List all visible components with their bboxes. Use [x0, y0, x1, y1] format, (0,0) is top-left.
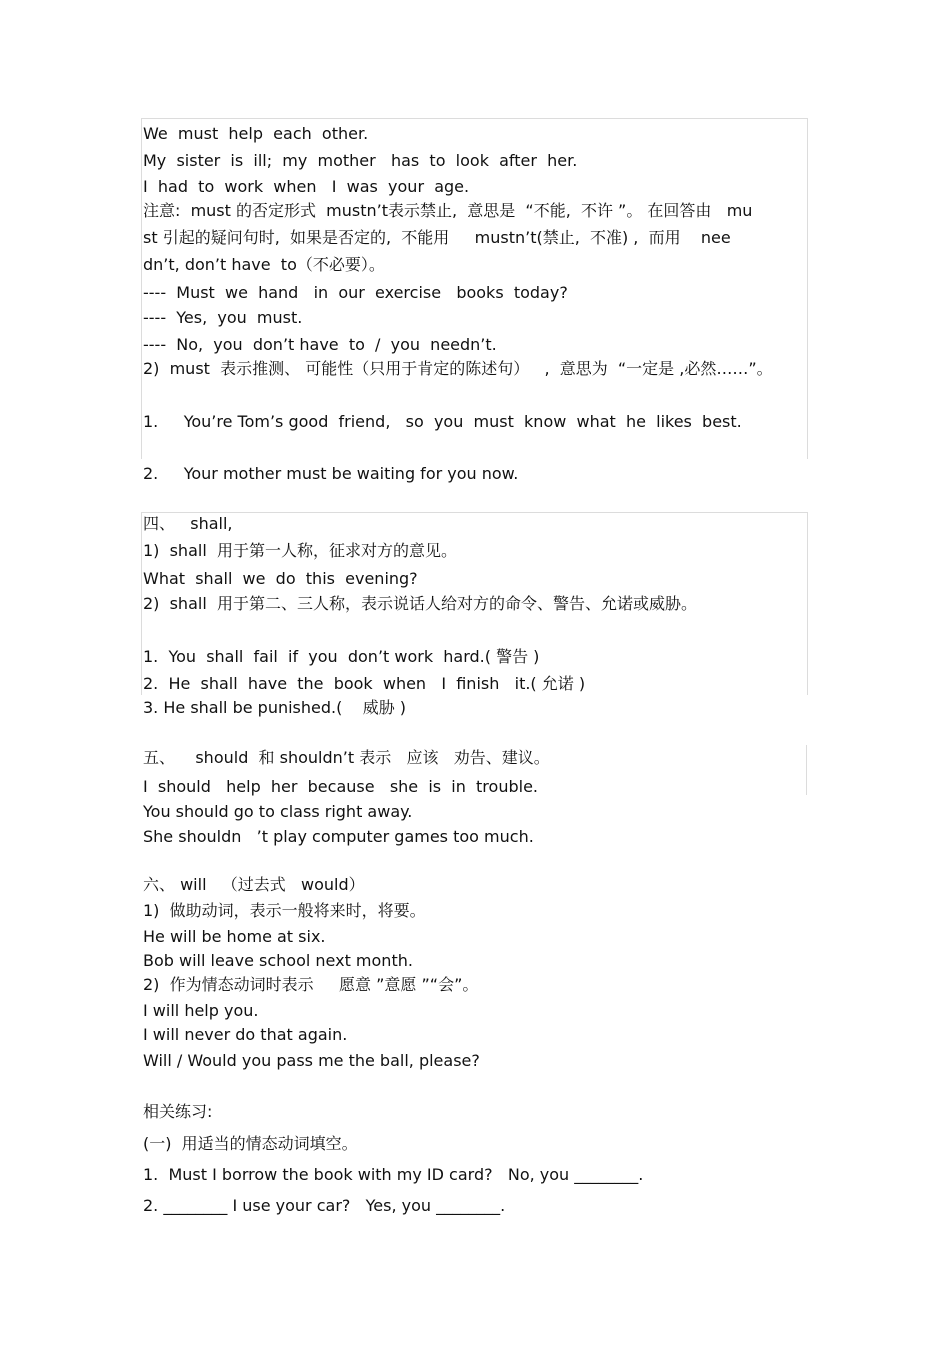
- example-line: I had to work when I was your age.: [143, 177, 470, 196]
- point-line: 1) shall 用于第一人称，征求对方的意见。: [143, 541, 457, 560]
- point-line: 2) must 表示推测、 可能性（只用于肯定的陈述句） , 意思为 “一定是 ,必然……”。: [143, 359, 773, 378]
- example-line: I will never do that again.: [143, 1025, 348, 1044]
- example-line: I will help you.: [143, 1001, 259, 1020]
- example-line: Bob will leave school next month.: [143, 951, 413, 970]
- example-line: She shouldn ’t play computer games too much.: [143, 827, 534, 846]
- example-line: 2. Your mother must be waiting for you now.: [143, 464, 519, 483]
- example-line: Will / Would you pass me the ball, please?: [143, 1051, 480, 1070]
- section-heading: 五、 should 和 shouldn’t 表示 应该 劝告、建议。: [143, 748, 550, 767]
- example-line: What shall we do this evening?: [143, 569, 418, 588]
- example-line: 3. He shall be punished.( 威胁 ): [143, 698, 407, 717]
- example-line: 1. You’re Tom’s good friend, so you must know what he likes best.: [143, 412, 742, 431]
- exercise-subheading: (一) 用适当的情态动词填空。: [143, 1134, 358, 1153]
- dialogue-line: ---- No, you don’t have to / you needn’t.: [143, 335, 497, 354]
- exercise-question: 1. Must I borrow the book with my ID card? No, you ________.: [143, 1165, 644, 1184]
- example-line: My sister is ill; my mother has to look after her.: [143, 151, 578, 170]
- example-line: 2. He shall have the book when I finish it.( 允诺 ): [143, 674, 586, 693]
- table-frame-3: [806, 745, 807, 795]
- note-line: 注意: must 的否定形式 mustn’t表示禁止, 意思是 “不能, 不许 ”。 在回答由 mu: [143, 201, 753, 220]
- note-line: dn’t, don’t have to（不必要）。: [143, 255, 385, 274]
- example-line: 1. You shall fail if you don’t work hard.( 警告 ): [143, 647, 540, 666]
- section-heading: 六、 will （过去式 would）: [143, 875, 365, 894]
- dialogue-line: ---- Must we hand in our exercise books today?: [143, 283, 568, 302]
- example-line: We must help each other.: [143, 124, 369, 143]
- note-line: st 引起的疑问句时, 如果是否定的, 不能用 mustn’t(禁止, 不准) , 而用 nee: [143, 228, 731, 247]
- exercise-heading: 相关练习:: [143, 1102, 213, 1121]
- point-line: 1) 做助动词，表示一般将来时，将要。: [143, 901, 426, 920]
- dialogue-line: ---- Yes, you must.: [143, 308, 303, 327]
- point-line: 2) shall 用于第二、三人称，表示说话人给对方的命令、警告、允诺或威胁。: [143, 594, 697, 613]
- example-line: He will be home at six.: [143, 927, 326, 946]
- example-line: You should go to class right away.: [143, 802, 413, 821]
- example-line: I should help her because she is in trouble.: [143, 777, 538, 796]
- exercise-question: 2. ________ I use your car? Yes, you ________.: [143, 1196, 506, 1215]
- point-line: 2) 作为情态动词时表示 愿意 ”意愿 ”“会”。: [143, 975, 479, 994]
- section-heading: 四、 shall,: [143, 514, 233, 533]
